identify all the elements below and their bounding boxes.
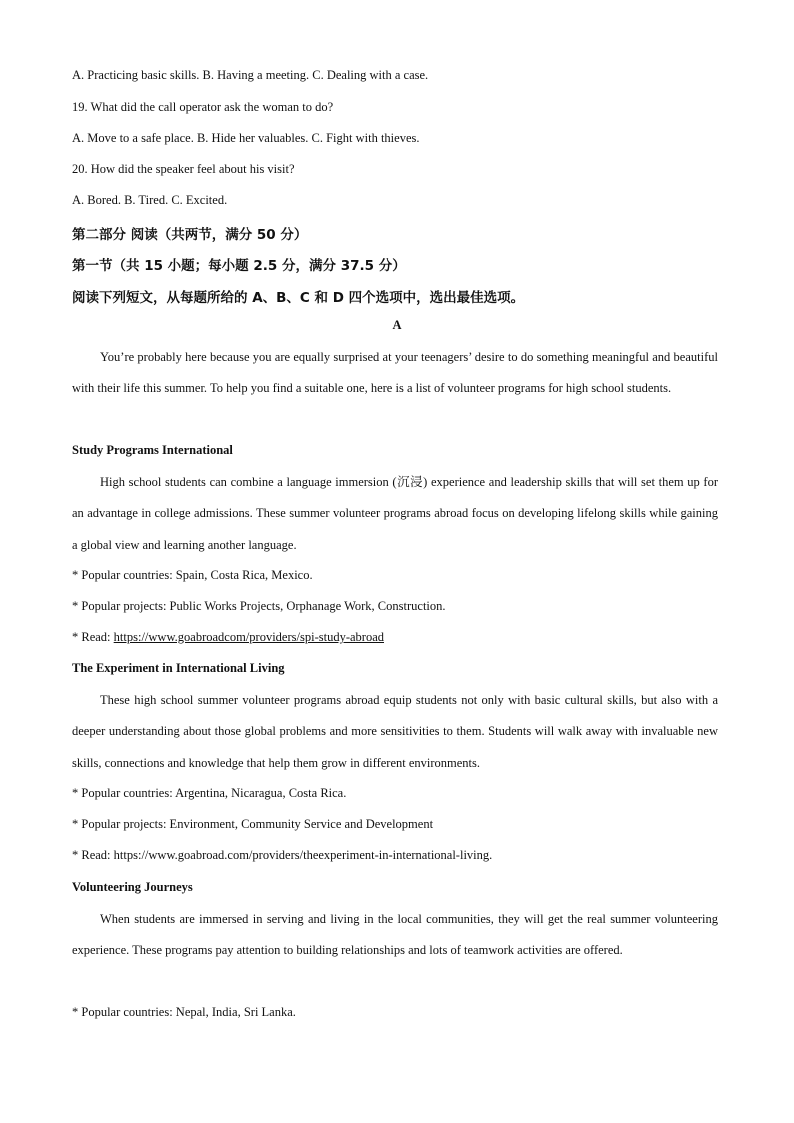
intro-paragraph: You’re probably here because you are equally surprised at your teenagers’ desire to do something meaningful and beautiful with their life this summer. To help you find a suitable one, here is a list of volunteer programs for high school students. (72, 350, 718, 396)
program-1-read-link[interactable]: https://www.goabroadcom/providers/spi-study-abroad (113, 630, 384, 644)
program-2-projects: * Popular projects: Environment, Community Service and Development (72, 817, 434, 831)
program-1-body-block (72, 467, 718, 561)
program-2-countries: * Popular countries: Argentina, Nicaragua, Costa Rica. (72, 786, 347, 800)
program-3-body-block (72, 904, 718, 967)
q20-options: A. Bored. B. Tired. C. Excited. (72, 193, 228, 207)
q19-question: 19. What did the call operator ask the woman to do? (72, 100, 334, 114)
section-heading: 第一节（共 15 小题；每小题 2.5 分，满分 37.5 分） (72, 258, 406, 274)
passage-letter: A (392, 318, 402, 332)
program-2-body-block (72, 685, 718, 779)
program-1-title: Study Programs International (72, 443, 233, 457)
program-1-read (72, 630, 384, 645)
q20-question: 20. How did the speaker feel about his visit? (72, 162, 295, 176)
program-1-countries: * Popular countries: Spain, Costa Rica, Mexico. (72, 568, 313, 582)
program-1-read-prefix: * Read: (72, 630, 114, 644)
program-2-title: The Experiment in International Living (72, 661, 285, 675)
program-3-countries: * Popular countries: Nepal, India, Sri Lanka. (72, 1005, 296, 1019)
program-1-body: High school students can combine a language immersion (沉浸) experience and leadership skills that will set them up for an advantage in college admissions. These summer volunteer programs abroad focus on developing lifelong skills while gaining a global view and learning another language. (72, 475, 718, 552)
passage-intro (72, 342, 718, 405)
program-3-body: When students are immersed in serving and living in the local communities, they will get the real summer volunteering experience. These programs pay attention to building relationships and lots of teamwork activities are offered. (72, 912, 718, 958)
program-1-projects: * Popular projects: Public Works Projects, Orphanage Work, Construction. (72, 599, 446, 613)
program-2-read: * Read: https://www.goabroad.com/providers/theexperiment-in-international-living. (72, 848, 493, 862)
q19-options: A. Move to a safe place. B. Hide her valuables. C. Fight with thieves. (72, 131, 420, 145)
part-heading: 第二部分 阅读（共两节，满分 50 分） (72, 227, 308, 243)
program-3-title: Volunteering Journeys (72, 880, 193, 894)
program-2-body: These high school summer volunteer programs abroad equip students not only with basic cultural skills, but also with a deeper understanding about those global problems and more sensitivities to them. Students will walk away with invaluable new skills, connections and knowledge that help them grow in different environments. (72, 693, 718, 770)
reading-instruction: 阅读下列短文，从每题所给的 A、B、C 和 D 四个选项中，选出最佳选项。 (72, 290, 525, 306)
q18-options: A. Practicing basic skills. B. Having a meeting. C. Dealing with a case. (72, 68, 429, 82)
